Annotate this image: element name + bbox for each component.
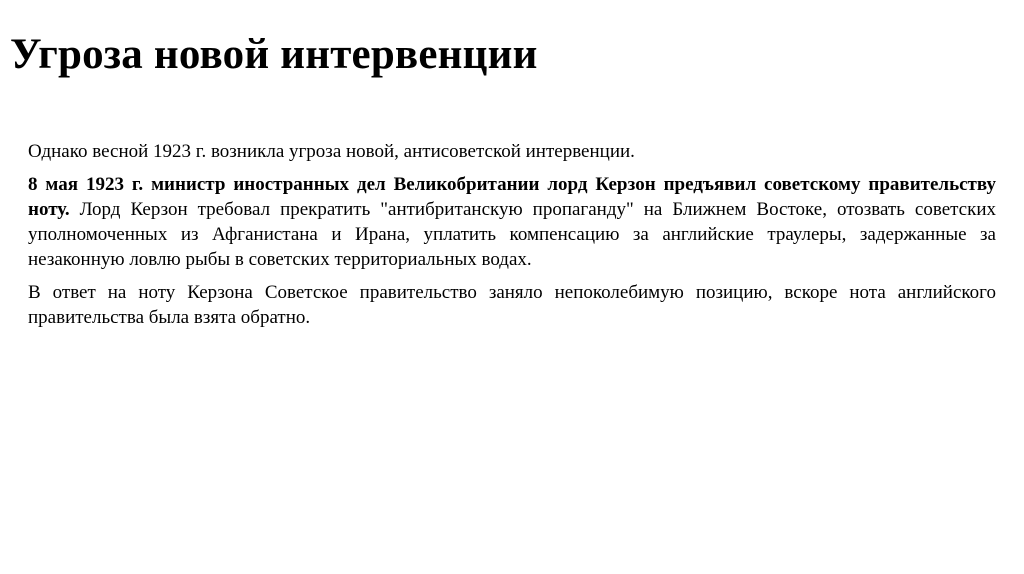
slide-body [28, 139, 996, 338]
paragraph-curzon-note-bold: 8 мая 1923 г. министр иностранных дел Великобритании лорд Керзон предъявил советскому правительству ноту. [28, 174, 996, 220]
paragraph-curzon-note-text: Лорд Керзон требовал прекратить "антибританскую пропаганду" на Ближнем Востоке, отозвать советских уполномоченных из Афганистана и Ирана, уплатить компенсацию за английские траулеры, задержанные за незаконную ловлю рыбы в советских территориальных водах. [28, 199, 996, 270]
paragraph-soviet-response: В ответ на ноту Керзона Советское правительство заняло непоколебимую позицию, вскоре нота английского правительства была взята обратно. [28, 282, 996, 328]
paragraph-curzon-note [28, 172, 996, 272]
slide-title: Угроза новой интервенции [10, 31, 538, 78]
paragraph-intro: Однако весной 1923 г. возникла угроза новой, антисоветской интервенции. [28, 141, 635, 162]
